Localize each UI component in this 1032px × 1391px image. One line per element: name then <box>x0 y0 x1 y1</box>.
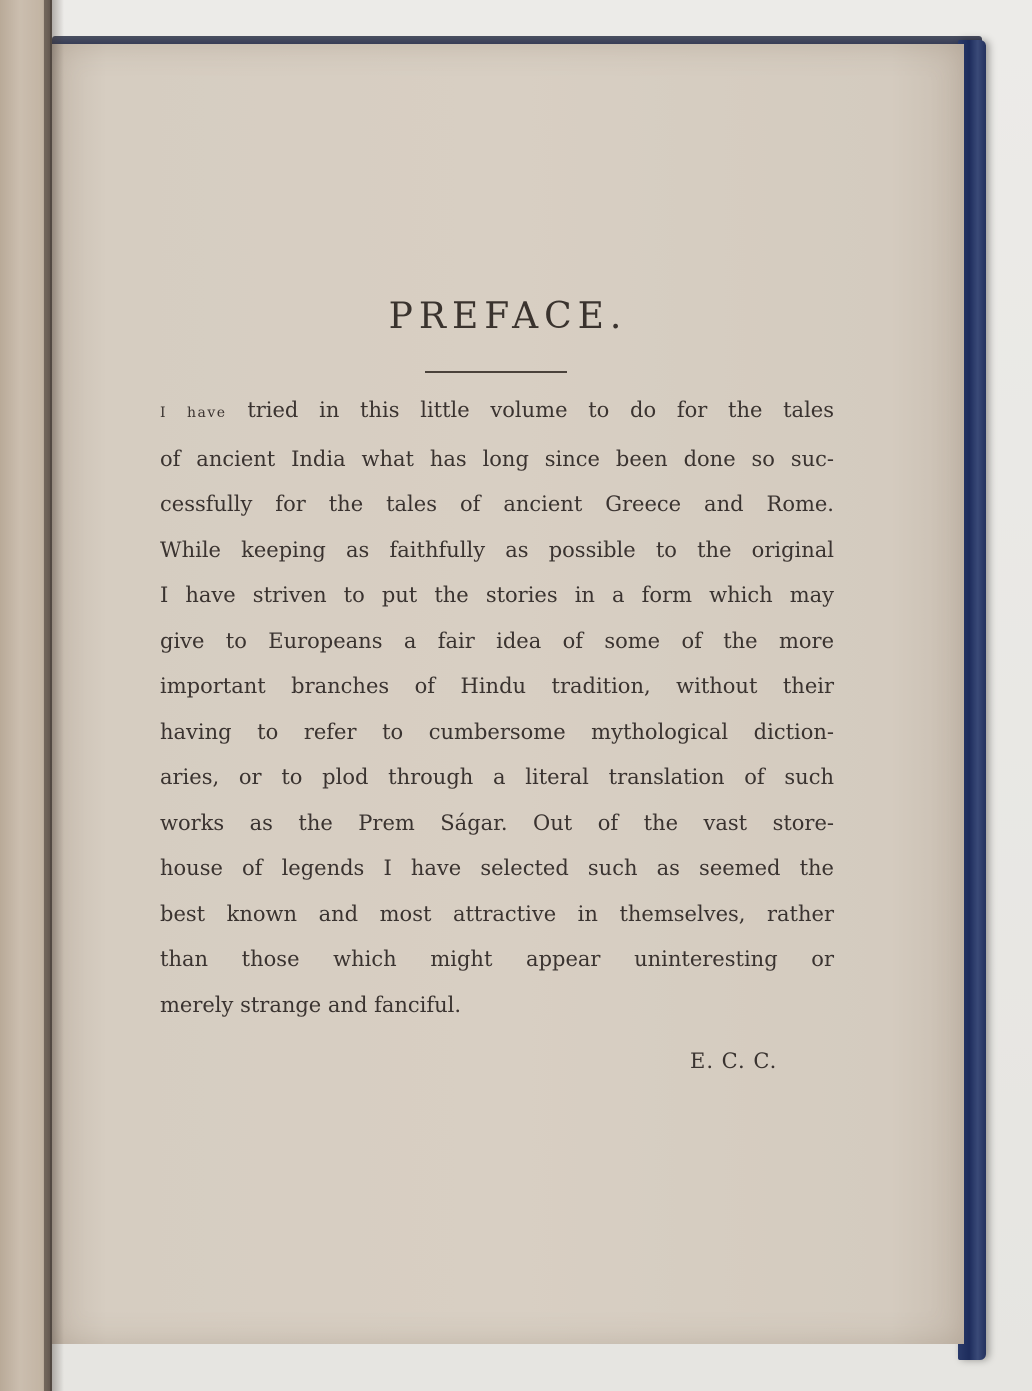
text-line: give to Europeans a fair idea of some of the more <box>160 628 834 653</box>
page-heading: PREFACE. <box>388 296 628 337</box>
heading-rule <box>425 371 567 373</box>
text-line: having to refer to cumbersome mythological diction- <box>160 719 834 744</box>
preface-body <box>160 388 834 1028</box>
text-line: house of legends I have selected such as seemed the <box>160 856 834 880</box>
text-line-1 <box>160 388 834 437</box>
text-line: best known and most attractive in themselves, rather <box>160 901 834 926</box>
text-line: aries, or to plod through a literal translation of such <box>160 765 834 789</box>
text-line: cessfully for the tales of ancient Greece and Rome. <box>160 492 834 516</box>
spine-shadow <box>44 0 64 1391</box>
opening-small-caps: I have <box>160 405 227 421</box>
text-line: works as the Prem Ságar. Out of the vast store- <box>160 810 834 835</box>
book-page <box>52 44 964 1344</box>
text-line: I have striven to put the stories in a form which may <box>160 583 834 607</box>
text-line-last: merely strange and fanciful. <box>160 992 462 1017</box>
text-line: of ancient India what has long since been done so suc- <box>160 446 834 471</box>
first-line-rest: tried in this little volume to do for the tales <box>226 398 835 422</box>
signature-initials: E. C. C. <box>690 1049 778 1073</box>
text-line: than those which might appear uninteresting or <box>160 947 834 971</box>
text-line: important branches of Hindu tradition, without their <box>160 674 834 698</box>
text-line: While keeping as faithfully as possible to the original <box>160 537 834 562</box>
